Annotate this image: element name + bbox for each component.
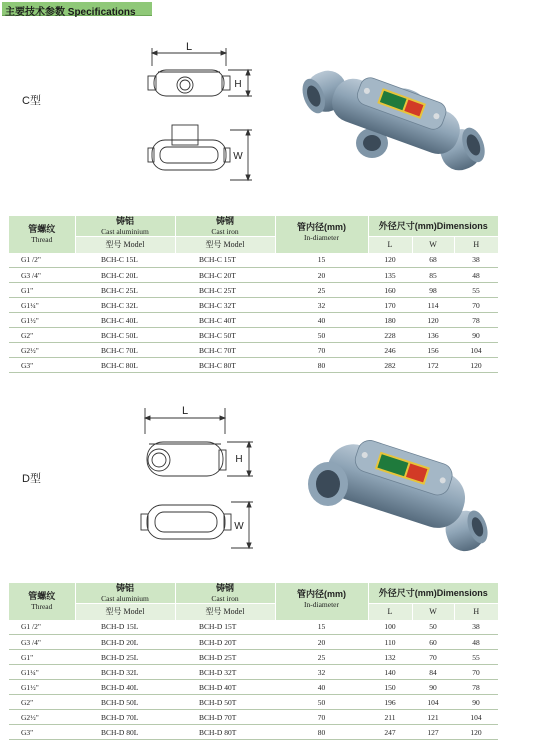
col-iron: 铸钢 Cast iron [175, 583, 275, 604]
col-dim-h: H [454, 237, 498, 253]
table-row: G1½" BCH-D 40L BCH-D 40T 40 150 90 78 [9, 680, 498, 695]
dim-label-h: H [234, 79, 242, 90]
col-thread: 管螺纹 Thread [9, 583, 75, 620]
product-photo-c [290, 48, 500, 188]
table-row: G1" BCH-C 25L BCH-C 25T 25 160 98 55 [9, 283, 498, 298]
col-iron-model: 型号 Model [175, 604, 275, 620]
col-inner-diameter: 管内径(mm) In-diameter [275, 216, 368, 253]
table-row: G1¼" BCH-C 32L BCH-C 32T 32 170 114 70 [9, 298, 498, 313]
col-inner-diameter: 管内径(mm) In-diameter [275, 583, 368, 620]
table-row: G3 /4" BCH-C 20L BCH-C 20T 20 135 85 48 [9, 268, 498, 283]
table-row: G3" BCH-D 80L BCH-D 80T 80 247 127 120 [9, 725, 498, 740]
specifications-header [2, 2, 152, 16]
product-photo-d [290, 418, 500, 568]
dim-label-w: W [233, 151, 243, 162]
dim-label-w: W [234, 521, 244, 532]
dim-label-l: L [181, 405, 189, 417]
col-dim-l: L [368, 237, 412, 253]
spec-table-c [9, 216, 498, 373]
col-aluminium: 铸铝 Cast aluminium [75, 216, 175, 237]
table-row: G2½" BCH-C 70L BCH-C 70T 70 246 156 104 [9, 343, 498, 358]
drawing-c [140, 40, 270, 190]
col-thread: 管螺纹 Thread [9, 216, 75, 253]
col-aluminium: 铸铝 Cast aluminium [75, 583, 175, 604]
dim-label-h: H [235, 454, 243, 465]
type-label-c: C型 [22, 95, 41, 107]
col-iron-model: 型号 Model [175, 237, 275, 253]
header-title: 主要技术参数 Specifications [5, 7, 136, 18]
drawing-d [135, 400, 265, 560]
col-dim-w: W [412, 237, 454, 253]
col-dimensions: 外径尺寸(mm)Dimensions [368, 216, 498, 237]
col-dimensions: 外径尺寸(mm)Dimensions [368, 583, 498, 604]
col-aluminium-model: 型号 Model [75, 237, 175, 253]
table-row: G2½" BCH-D 70L BCH-D 70T 70 211 121 104 [9, 710, 498, 725]
table-row: G1" BCH-D 25L BCH-D 25T 25 132 70 55 [9, 650, 498, 665]
col-dim-h: H [454, 604, 498, 620]
table-row: G1 /2" BCH-C 15L BCH-C 15T 15 120 68 38 [9, 253, 498, 268]
col-dim-w: W [412, 604, 454, 620]
col-iron: 铸钢 Cast iron [175, 216, 275, 237]
type-label-d: D型 [22, 473, 41, 485]
col-dim-l: L [368, 604, 412, 620]
table-row: G1½" BCH-C 40L BCH-C 40T 40 180 120 78 [9, 313, 498, 328]
dim-label-l: L [185, 41, 193, 53]
spec-table-d [9, 583, 498, 740]
table-row: G3" BCH-C 80L BCH-C 80T 80 282 172 120 [9, 358, 498, 373]
table-row: G1 /2" BCH-D 15L BCH-D 15T 15 100 50 38 [9, 620, 498, 635]
col-aluminium-model: 型号 Model [75, 604, 175, 620]
table-row: G3 /4" BCH-D 20L BCH-D 20T 20 110 60 48 [9, 635, 498, 650]
table-row: G2" BCH-D 50L BCH-D 50T 50 196 104 90 [9, 695, 498, 710]
table-row: G1¼" BCH-D 32L BCH-D 32T 32 140 84 70 [9, 665, 498, 680]
table-row: G2" BCH-C 50L BCH-C 50T 50 228 136 90 [9, 328, 498, 343]
